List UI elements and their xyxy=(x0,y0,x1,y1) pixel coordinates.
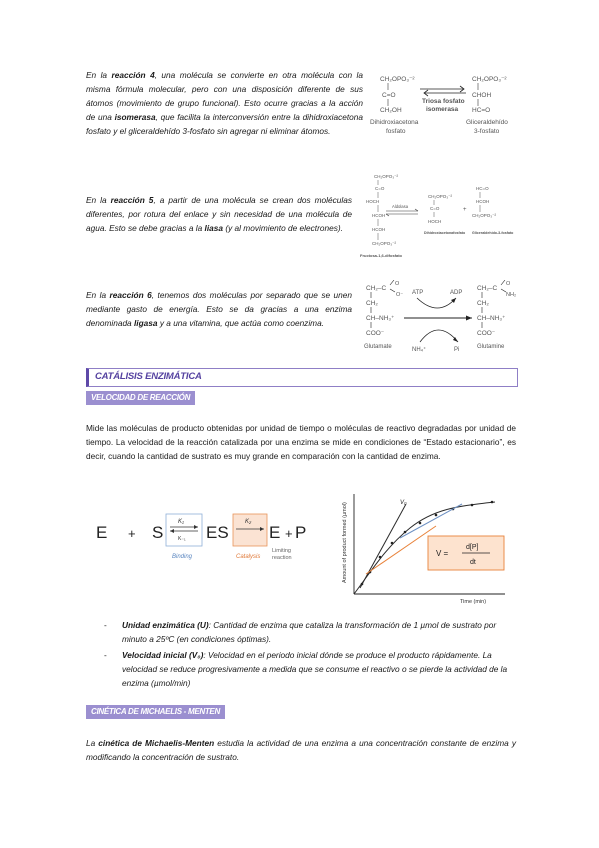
dhap-name: Dihidroxiacetonafosfato xyxy=(424,231,466,235)
glutamate-ch2: CH₂ xyxy=(366,300,378,307)
aldolase-reaction-figure xyxy=(360,170,520,260)
glutamine-amide: CH₂–C xyxy=(477,285,498,292)
svg-text:HCOH: HCOH xyxy=(372,227,386,232)
svg-text:HC=O: HC=O xyxy=(476,186,489,191)
michaelis-scheme-figure xyxy=(86,505,316,565)
limiting-label: Limiting xyxy=(272,548,291,554)
right-bot-group: HC=O xyxy=(472,107,491,114)
atp-label: ATP xyxy=(412,290,424,296)
svg-text:CH–NH₃⁺: CH–NH₃⁺ xyxy=(477,315,506,322)
definitions-list xyxy=(104,618,516,692)
svg-text:HCOH: HCOH xyxy=(476,199,490,204)
glutamate-name: Glutamate xyxy=(364,344,392,350)
glutamate-coo: COO⁻ xyxy=(366,330,385,337)
section-heading-catalisis xyxy=(86,368,518,387)
tangent-blue xyxy=(400,504,462,538)
enzyme-e-product-side: E xyxy=(269,523,281,542)
initial-velocity-tangent xyxy=(360,504,406,588)
svg-text:CH₂OPO₃⁻²: CH₂OPO₃⁻² xyxy=(372,241,396,246)
bold-term: liasa xyxy=(204,223,224,233)
fructose-name: Fructosa-1,6-difosfato xyxy=(360,253,403,258)
list-item xyxy=(104,618,516,646)
formula-numerator: d[P] xyxy=(466,544,479,551)
enzyme-name: Aldolasa xyxy=(392,204,409,209)
text: , que facilita la interconversión entre la dihidroxiacetona fosfato y el gliceraldehído 3-fosfato sin agregar ni eliminar átomos. xyxy=(86,112,363,136)
svg-text:HOCH: HOCH xyxy=(428,219,442,224)
subsection-tag-michaelis-menten: CINÉTICA DE MICHAELIS - MENTEN xyxy=(86,705,225,719)
k1-label: K₁ xyxy=(178,519,184,525)
binding-label: Binding xyxy=(172,554,193,560)
left-molecule-name: fosfato xyxy=(386,128,406,135)
text: (y al movimiento de electrones). xyxy=(223,223,343,233)
right-molecule-name: 3-fosfato xyxy=(474,128,500,135)
svg-text:COO⁻: COO⁻ xyxy=(477,330,496,337)
svg-text:HCOH: HCOH xyxy=(372,213,386,218)
svg-text:CH₂OPO₃⁻²: CH₂OPO₃⁻² xyxy=(472,213,496,218)
enzyme-name: Triosa fosfato xyxy=(422,98,465,105)
ammonium-label: NH₄⁺ xyxy=(412,347,427,353)
enzyme-name: isomerasa xyxy=(426,106,459,113)
formula-v: V = xyxy=(436,549,449,558)
bold-term: reacción 5 xyxy=(110,195,154,205)
velocity-paragraph: Mide las moléculas de producto obtenidas por unidad de tiempo o moléculas de reactivo degradadas por unidad de tiempo. La velocidad de la reacción catalizada por una enzima se mide en condiciones de “Estado estacionario”, es decir, cuando la cantidad de sustrato es muy grande en comparación con la cantidad de enzima. xyxy=(86,423,516,461)
plus-sign: + xyxy=(463,207,467,213)
graph-xlabel: Time (min) xyxy=(460,599,487,605)
svg-text:CH₂OPO₃⁻²: CH₂OPO₃⁻² xyxy=(374,174,398,179)
left-bot-group: CH₂OH xyxy=(380,107,402,114)
reaction5-paragraph xyxy=(86,193,352,235)
bold-term: ligasa xyxy=(133,318,158,328)
left-molecule-name: Dihidroxiacetona xyxy=(370,119,419,126)
graph-ylabel: Amount of product formed (µmol) xyxy=(342,502,348,583)
text: , una molécula se convierte en otra molécula con la misma fórmula molecular, pero con una disposición diferente de sus átomos (movimiento de grupo funcional). Esto ocurre gracias a la acción de una xyxy=(86,70,363,122)
right-top-group: CH₂OPO₃⁻² xyxy=(472,76,507,83)
text: En la xyxy=(86,70,112,80)
michaelis-menten-paragraph xyxy=(86,736,516,764)
svg-text:HOCH: HOCH xyxy=(366,199,380,204)
svg-text:O: O xyxy=(395,281,400,287)
plus-sign: + xyxy=(285,526,293,541)
bold-term: cinética de Michaelis-Menten xyxy=(98,738,215,748)
svg-text:O⁻: O⁻ xyxy=(396,292,404,298)
catalysis-label: Catalysis xyxy=(236,554,261,560)
glutamate-carboxyl: CH₂–C xyxy=(366,285,387,292)
adp-label: ADP xyxy=(450,290,463,296)
section-title: CATÁLISIS ENZIMÁTICA xyxy=(95,371,202,382)
text: En la xyxy=(86,195,111,205)
substrate-s: S xyxy=(152,523,164,542)
bullet-dash: - xyxy=(104,620,107,630)
product-p: P xyxy=(295,523,307,542)
bold-term: reacción 6 xyxy=(109,290,152,300)
right-molecule-name: Gliceraldehído xyxy=(466,119,508,126)
text: , a partir de una molécula se crean dos moléculas diferentes, por rotura del enlace y sin necesidad de una molécula de agua. Esto se debe gracias a la xyxy=(86,195,352,233)
bold-term: reacción 4 xyxy=(111,70,155,80)
right-mid-group: CHOH xyxy=(472,92,492,99)
plus-sign: + xyxy=(128,526,136,541)
left-mid-group: C=O xyxy=(382,92,396,99)
term: Velocidad inicial (V₀) xyxy=(122,650,204,660)
reaction4-paragraph xyxy=(86,68,363,138)
k2-label: K₂ xyxy=(245,519,252,525)
term: Unidad enzimática (U) xyxy=(122,620,209,630)
subsection-tag-velocidad: VELOCIDAD DE REACCIÓN xyxy=(86,391,195,405)
svg-text:O: O xyxy=(506,281,511,287)
text: estudia la actividad de una enzima a una concentración constante de enzima y modificando la concentración de sustrato. xyxy=(86,738,516,762)
left-top-group: CH₂OPO₃⁻² xyxy=(380,76,415,83)
formula-denominator: dt xyxy=(470,559,476,566)
reaction6-paragraph xyxy=(86,288,352,330)
definition: : Velocidad en el periodo inicial dónde se produce el producto rápidamente. La velocidad se reduce progresivamente a medida que se consume el reactivo o se pierde la actividad de la enzima (µmol/min) xyxy=(122,650,508,688)
text: En la xyxy=(86,290,110,300)
v0-label: V₀ xyxy=(400,500,407,506)
enzyme-e: E xyxy=(96,523,108,542)
glutamine-name: Glutamine xyxy=(477,344,505,350)
complex-es: ES xyxy=(206,523,229,542)
text: y a una vitamina, que actúa como coenzima. xyxy=(157,318,325,328)
k-minus1-label: K₋₁ xyxy=(178,536,186,542)
svg-text:CH₂OPO₃⁻²: CH₂OPO₃⁻² xyxy=(428,194,452,199)
tangent-orange xyxy=(366,526,436,574)
svg-text:C=O: C=O xyxy=(430,206,440,211)
ligase-reaction-figure xyxy=(362,280,522,362)
bullet-dash: - xyxy=(104,650,107,660)
svg-text:C=O: C=O xyxy=(375,186,385,191)
glutamate-amine: CH–NH₃⁺ xyxy=(366,315,395,322)
svg-text:CH₂: CH₂ xyxy=(477,300,489,307)
g3p-name: Gliceraldehído-3-fosfato xyxy=(472,231,514,235)
isomerase-reaction-figure xyxy=(368,72,518,144)
product-time-graph xyxy=(340,488,516,608)
phosphate-label: Pi xyxy=(454,347,460,353)
limiting-label: reaction xyxy=(272,555,292,561)
definition: : Cantidad de enzima que cataliza la transformación de 1 µmol de sustrato por minuto a 25ºC (en condiciones óptimas). xyxy=(122,620,497,644)
glutamine-nh2: NH₂ xyxy=(506,292,517,298)
text: La xyxy=(86,738,99,748)
bold-term: isomerasa xyxy=(114,112,156,122)
list-item xyxy=(104,648,516,690)
text: , tenemos dos moléculas por separado que se unen mediante gasto de energía. Esto se da gracias a una enzima denominada xyxy=(86,290,352,328)
